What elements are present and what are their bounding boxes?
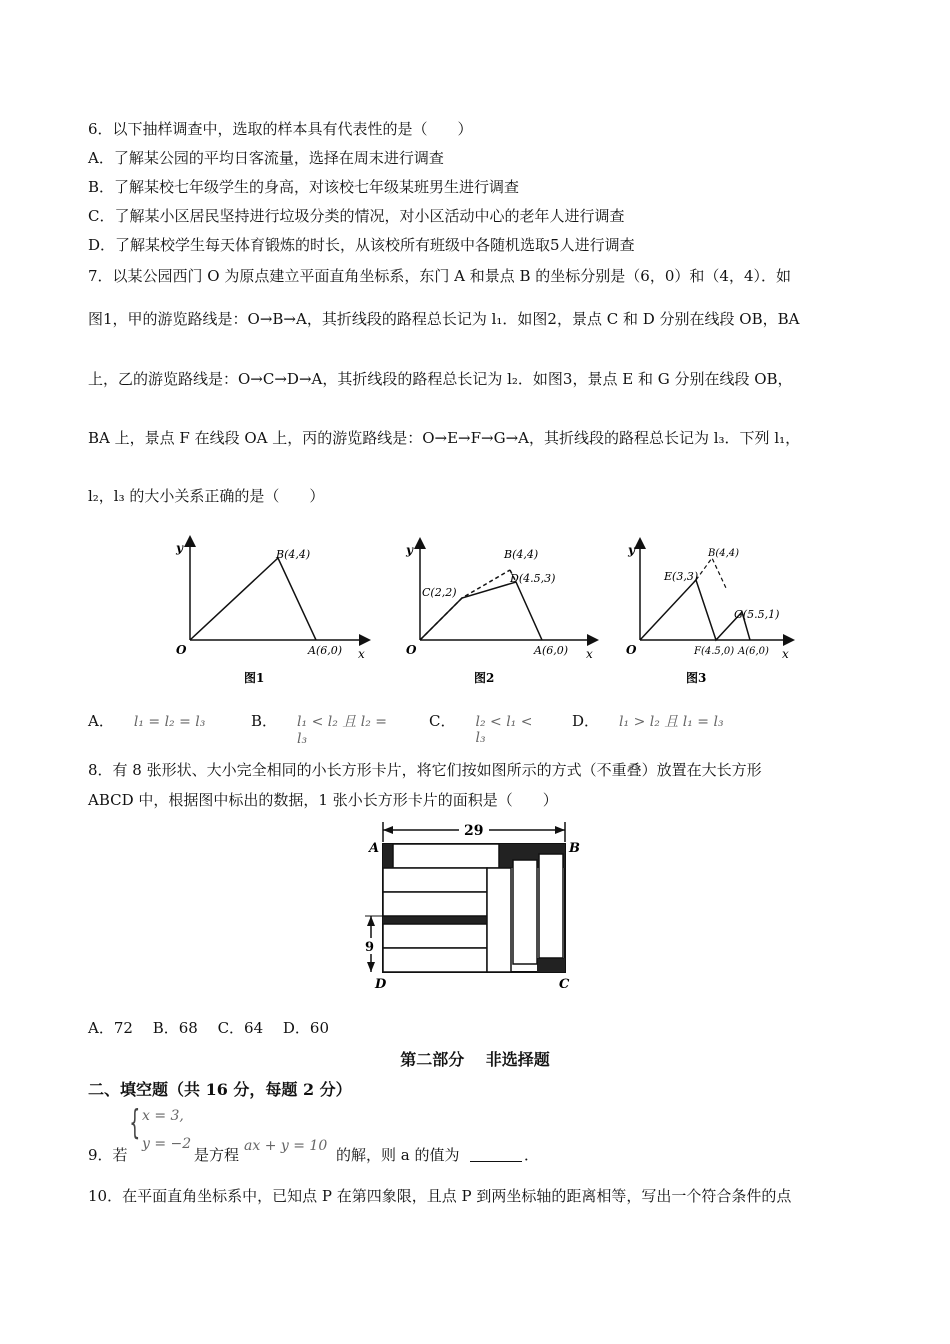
width-label: 29 [464, 823, 484, 839]
brace: { [129, 1103, 141, 1143]
corner-d-label: D [375, 977, 387, 992]
card [383, 924, 487, 948]
figure-caption: 图1 [244, 671, 265, 685]
point-b-label: B(4,4) [708, 548, 740, 559]
q7-figure-2 [392, 530, 602, 690]
figure-caption: 图2 [474, 671, 495, 685]
figure-caption: 图3 [686, 671, 707, 685]
origin-label: O [406, 643, 417, 657]
point-a-label: A(6,0) [308, 644, 343, 657]
part2-title: 第二部分 非选择题 [400, 1050, 550, 1069]
q6-option-c: C．了解某小区居民坚持进行垃圾分类的情况，对小区活动中心的老年人进行调查 [88, 207, 625, 225]
q7-figure-1 [168, 530, 378, 690]
q8-line2: ABCD 中，根据图中标出的数据，1 张小长方形卡片的面积是（ ） [88, 791, 558, 809]
corner-a-label: A [369, 841, 380, 856]
shaded-gap [383, 916, 487, 924]
shaded-gap [383, 844, 393, 868]
q6-option-b: B．了解某校七年级学生的身高，对该校七年级某班男生进行调查 [88, 178, 520, 196]
dashed-path [696, 558, 726, 588]
q7-option-a: A． l₁ = l₂ = l₃ [88, 712, 206, 730]
q7-line4: BA 上，景点 F 在线段 OA 上，丙的游览路线是：O→E→F→G→A，其折线段的路程总长记为 l₃．下列 l₁， [88, 429, 801, 447]
x-label: x [358, 647, 365, 661]
point-c-label: C(2,2) [422, 586, 457, 599]
card [383, 892, 487, 916]
corner-c-label: C [559, 977, 570, 992]
dashed-path [420, 570, 510, 640]
corner-b-label: B [569, 841, 580, 856]
x-label: x [782, 647, 789, 661]
q6-stem: 6．以下抽样调查中，选取的样本具有代表性的是（ ） [88, 120, 473, 138]
q8-figure [355, 820, 595, 998]
y-label: y [406, 543, 413, 557]
system-eq2: y = −2 [142, 1136, 192, 1152]
q7-line3: 上，乙的游览路线是：O→C→D→A，其折线段的路程总长记为 l₂．如图3，景点 E 和 G 分别在线段 OB， [88, 370, 793, 388]
height-label: 9 [365, 940, 375, 955]
q8-options: A．72 B．68 C．64 D．60 [88, 1019, 330, 1037]
section2-heading: 二、填空题（共 16 分，每题 2 分） [88, 1080, 352, 1099]
x-label: x [586, 647, 593, 661]
q8-line1: 8．有 8 张形状、大小完全相同的小长方形卡片，将它们按如图所示的方式（不重叠）放置在大长方形 [88, 761, 762, 779]
q6-option-d: D．了解某校学生每天体育锻炼的时长，从该校所有班级中各随机选取5人进行调查 [88, 236, 635, 254]
q7-figure-3 [616, 530, 796, 690]
q10-line1: 10．在平面直角坐标系中，已知点 P 在第四象限，且点 P 到两坐标轴的距离相等，写出一个符合条件的点 [88, 1187, 792, 1205]
path-oba [190, 558, 316, 640]
card [393, 844, 499, 868]
q7-option-c: C． l₂ < l₁ < l₃ [429, 712, 533, 746]
card [539, 854, 563, 958]
point-a-label: A(6,0) [534, 644, 569, 657]
origin-label: O [626, 643, 637, 657]
equation: ax + y = 10 [244, 1138, 328, 1154]
q7-line2: 图1，甲的游览路线是：O→B→A，其折线段的路程总长记为 l₁．如图2，景点 C 和 D 分别在线段 OB，BA [88, 310, 800, 328]
q9: 9．若 { x = 3, y = −2 是方程 ax + y = 10 的解，则 a 的值为 ． [88, 1103, 540, 1164]
q7-line5: l₂，l₃ 的大小关系正确的是（ ） [88, 487, 325, 505]
card [383, 868, 487, 892]
y-label: y [176, 541, 183, 555]
card [487, 868, 511, 972]
point-d-label: D(4.5,3) [510, 572, 556, 585]
point-e-label: E(3,3) [664, 570, 699, 583]
point-f-label: F(4.5,0) [694, 646, 735, 657]
point-b-label: B(4,4) [504, 548, 539, 561]
point-g-label: G(5.5,1) [734, 608, 780, 621]
q7-line1: 7．以某公园西门 O 为原点建立平面直角坐标系，东门 A 和景点 B 的坐标分别是（6，0）和（4，4）．如 [88, 267, 791, 285]
card [513, 860, 537, 964]
point-a-label: A(6,0) [738, 646, 769, 657]
shaded-gap [537, 958, 565, 972]
answer-blank[interactable] [470, 1147, 522, 1162]
system-eq1: x = 3, [142, 1108, 184, 1124]
origin-label: O [176, 643, 187, 657]
q7-option-d: D． l₁ > l₂ 且 l₁ = l₃ [572, 712, 724, 730]
q6-option-a: A．了解某公园的平均日客流量，选择在周末进行调查 [88, 149, 444, 167]
point-b-label: B(4,4) [276, 548, 311, 561]
q7-options [88, 710, 752, 747]
card [383, 948, 487, 972]
q7-option-b: B． l₁ < l₂ 且 l₂ = l₃ [251, 712, 388, 747]
y-label: y [628, 543, 635, 557]
